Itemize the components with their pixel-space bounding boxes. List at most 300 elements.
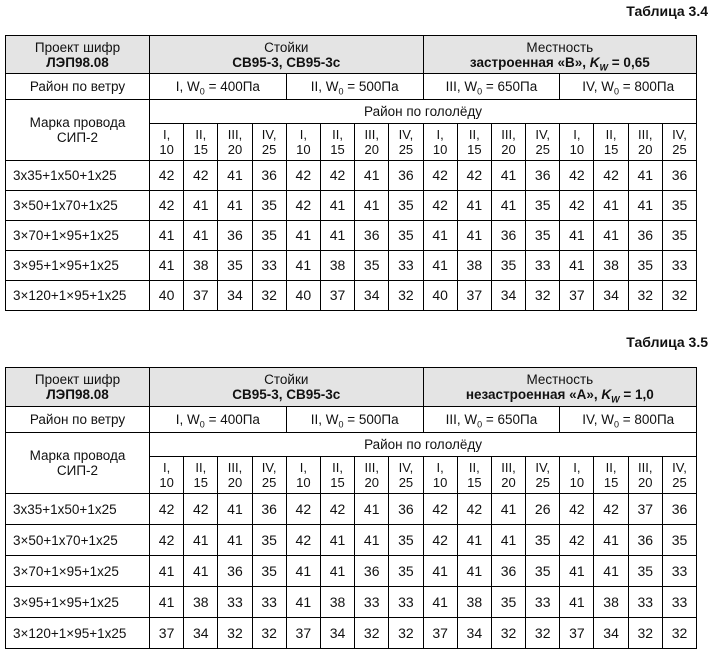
span-value-cell: 41 <box>423 221 457 251</box>
span-value-cell: 34 <box>457 618 491 649</box>
span-value-cell: 41 <box>491 191 525 221</box>
ice-region-cell <box>218 124 252 161</box>
span-value-cell: 41 <box>491 161 525 191</box>
wire-mark: 3×50+1x70+1x25 <box>6 525 150 556</box>
wire-mark: 3×120+1×95+1x25 <box>6 281 150 311</box>
span-value-cell: 42 <box>423 191 457 221</box>
span-value-cell: 42 <box>286 525 320 556</box>
terrain-value: застроенная «В», $K_W = 0,65$ <box>469 54 650 73</box>
table-row <box>6 587 697 618</box>
ice-region-roman: III, <box>501 127 516 142</box>
span-value-cell: 32 <box>526 618 560 649</box>
supports-cell <box>150 368 424 407</box>
span-value-cell: 34 <box>594 281 628 311</box>
ice-thickness: 15 <box>193 142 209 157</box>
span-value-cell: 41 <box>320 221 354 251</box>
span-value-cell: 35 <box>355 251 389 281</box>
span-value-cell: 35 <box>389 191 423 221</box>
span-value-cell: 41 <box>218 494 252 525</box>
table-row <box>6 191 697 221</box>
ice-thickness: 25 <box>398 142 414 157</box>
ice-region-cell <box>218 457 252 494</box>
ice-region-cell <box>457 457 491 494</box>
wind-region: II, $W_0 = 500Па$ <box>286 74 423 100</box>
wire-label: Марка провода <box>29 115 126 130</box>
ice-region-roman: IV, <box>535 127 551 142</box>
ice-region-roman: IV, <box>672 460 687 475</box>
span-value-cell: 41 <box>286 221 320 251</box>
ice-thickness: 25 <box>535 475 550 490</box>
ice-region-roman: I, <box>573 127 581 142</box>
span-value-cell: 41 <box>355 494 389 525</box>
span-value-cell: 35 <box>491 251 525 281</box>
span-value-cell: 38 <box>320 251 354 281</box>
ice-thickness: 20 <box>227 142 243 157</box>
span-value-cell: 36 <box>218 221 252 251</box>
wire-mark: 3×50+1x70+1x25 <box>6 191 150 221</box>
ice-region-roman: I, <box>299 127 307 142</box>
span-value-cell: 41 <box>184 191 218 221</box>
ice-region-roman: I, <box>436 127 444 142</box>
span-value-cell: 41 <box>423 556 457 587</box>
span-value-cell: 36 <box>662 494 696 525</box>
span-value-cell: 35 <box>662 221 696 251</box>
ice-label: Район по гололёду <box>150 433 697 457</box>
ice-region-roman: III, <box>638 127 653 142</box>
table-caption: Таблица 3.4 <box>626 3 708 19</box>
span-value-cell: 37 <box>423 618 457 649</box>
ice-region-roman: I, <box>573 460 581 475</box>
span-value-cell: 34 <box>184 618 218 649</box>
wire-type: СИП-2 <box>56 130 99 145</box>
span-value-cell: 41 <box>286 587 320 618</box>
ice-region-roman: IV, <box>261 127 277 142</box>
span-value-cell: 41 <box>286 251 320 281</box>
span-value-cell: 32 <box>662 618 696 649</box>
span-value-cell: 32 <box>662 281 696 311</box>
span-value-cell: 37 <box>628 494 662 525</box>
span-value-cell: 41 <box>423 587 457 618</box>
wire-label-cell <box>6 433 150 494</box>
span-value-cell: 34 <box>491 281 525 311</box>
span-value-cell: 41 <box>491 525 525 556</box>
ice-thickness: 15 <box>467 475 482 490</box>
span-value-cell: 41 <box>355 191 389 221</box>
span-value-cell: 41 <box>286 556 320 587</box>
span-value-cell: 35 <box>526 525 560 556</box>
wire-mark: 3×70+1×95+1x25 <box>6 556 150 587</box>
ice-region-roman: II, <box>605 127 617 142</box>
ice-region-cell <box>628 124 662 161</box>
ice-region-cell <box>526 124 560 161</box>
span-value-cell: 42 <box>560 494 594 525</box>
ice-thickness: 25 <box>672 475 687 490</box>
table-caption: Таблица 3.5 <box>626 334 708 350</box>
ice-thickness: 15 <box>330 475 345 490</box>
span-value-cell: 34 <box>320 618 354 649</box>
span-value-cell: 34 <box>355 281 389 311</box>
terrain-label: Местность <box>526 372 594 387</box>
wire-type: СИП-2 <box>56 463 99 478</box>
span-value-cell: 41 <box>150 221 184 251</box>
span-value-cell: 41 <box>457 221 491 251</box>
span-value-cell: 32 <box>628 281 662 311</box>
wire-mark: 3×95+1×95+1x25 <box>6 587 150 618</box>
span-value-cell: 33 <box>389 251 423 281</box>
table-row <box>6 281 697 311</box>
table-row <box>6 494 697 525</box>
ice-region-cell <box>594 124 628 161</box>
project-cell <box>6 368 150 407</box>
ice-region-cell <box>594 457 628 494</box>
ice-region-roman: III, <box>501 460 516 475</box>
span-value-cell: 42 <box>150 525 184 556</box>
wind-region: II, $W_0 = 500Па$ <box>286 407 423 433</box>
span-value-cell: 41 <box>184 221 218 251</box>
span-value-cell: 37 <box>150 618 184 649</box>
project-label: Проект шифр <box>34 39 121 55</box>
span-value-cell: 35 <box>526 556 560 587</box>
ice-region-roman: III, <box>364 460 379 475</box>
span-value-cell: 32 <box>628 618 662 649</box>
span-value-cell: 33 <box>218 587 252 618</box>
ice-region-roman: II, <box>195 460 207 475</box>
table-row <box>6 221 697 251</box>
ice-region-cell <box>286 457 320 494</box>
span-value-cell: 35 <box>218 251 252 281</box>
span-value-cell: 38 <box>457 587 491 618</box>
ice-region-cell <box>662 457 696 494</box>
span-value-cell: 41 <box>594 525 628 556</box>
span-value-cell: 41 <box>355 161 389 191</box>
span-value-cell: 41 <box>594 556 628 587</box>
span-value-cell: 36 <box>218 556 252 587</box>
span-value-cell: 36 <box>526 161 560 191</box>
ice-thickness: 25 <box>398 475 414 490</box>
ice-region-roman: III, <box>364 127 379 142</box>
ice-thickness: 10 <box>569 142 585 157</box>
span-value-cell: 42 <box>320 494 354 525</box>
ice-region-roman: II, <box>332 460 343 475</box>
ice-region-roman: I, <box>436 460 444 475</box>
span-value-cell: 34 <box>218 281 252 311</box>
span-value-cell: 37 <box>560 618 594 649</box>
span-value-cell: 41 <box>457 191 491 221</box>
ice-region-roman: IV, <box>535 460 551 475</box>
span-value-cell: 35 <box>628 251 662 281</box>
span-value-cell: 41 <box>560 556 594 587</box>
ice-region-cell <box>252 457 286 494</box>
ice-thickness: 10 <box>296 142 311 157</box>
ice-region-cell <box>560 457 594 494</box>
span-value-cell: 38 <box>457 251 491 281</box>
ice-thickness: 10 <box>159 142 174 157</box>
span-value-cell: 41 <box>594 221 628 251</box>
span-value-cell: 35 <box>526 221 560 251</box>
span-value-cell: 41 <box>320 191 354 221</box>
ice-region-roman: IV, <box>672 127 687 142</box>
project-code: ЛЭП98.08 <box>46 54 109 70</box>
ice-region-cell <box>150 457 184 494</box>
span-value-cell: 41 <box>150 556 184 587</box>
span-value-cell: 42 <box>560 525 594 556</box>
span-value-cell: 35 <box>389 221 423 251</box>
ice-region-cell <box>389 124 423 161</box>
span-value-cell: 42 <box>594 494 628 525</box>
ice-region-roman: IV, <box>261 460 277 475</box>
ice-region-cell <box>457 124 491 161</box>
ice-thickness: 15 <box>603 142 619 157</box>
span-value-cell: 41 <box>457 525 491 556</box>
supports-cell <box>150 36 424 74</box>
supports-label: Стойки <box>264 39 309 55</box>
span-value-cell: 40 <box>286 281 320 311</box>
ice-region-roman: I, <box>162 460 171 475</box>
wire-table-3-4 <box>5 35 697 311</box>
span-value-cell: 33 <box>252 251 286 281</box>
span-value-cell: 41 <box>560 221 594 251</box>
wire-mark: 3x35+1x50+1x25 <box>6 161 150 191</box>
ice-region-roman: II, <box>332 127 343 142</box>
wind-region: I, $W_0 = 400Па$ <box>150 74 287 100</box>
wire-mark: 3×120+1×95+1x25 <box>6 618 150 649</box>
span-value-cell: 41 <box>150 587 184 618</box>
span-value-cell: 41 <box>218 161 252 191</box>
span-value-cell: 42 <box>423 161 457 191</box>
table-row <box>6 525 697 556</box>
span-value-cell: 36 <box>491 221 525 251</box>
span-value-cell: 32 <box>252 618 286 649</box>
terrain-cell <box>423 36 697 74</box>
span-value-cell: 33 <box>389 587 423 618</box>
span-value-cell: 33 <box>526 587 560 618</box>
span-value-cell: 42 <box>150 191 184 221</box>
ice-region-cell <box>184 124 218 161</box>
span-value-cell: 42 <box>286 161 320 191</box>
span-value-cell: 33 <box>628 587 662 618</box>
span-value-cell: 41 <box>457 556 491 587</box>
span-value-cell: 36 <box>389 161 423 191</box>
span-value-cell: 38 <box>320 587 354 618</box>
span-value-cell: 41 <box>594 191 628 221</box>
ice-region-cell <box>184 457 218 494</box>
span-value-cell: 36 <box>628 221 662 251</box>
span-value-cell: 42 <box>423 494 457 525</box>
wire-mark: 3×70+1×95+1x25 <box>6 221 150 251</box>
span-value-cell: 42 <box>150 494 184 525</box>
span-value-cell: 41 <box>628 161 662 191</box>
span-value-cell: 32 <box>389 618 423 649</box>
ice-region-cell <box>423 124 457 161</box>
span-value-cell: 42 <box>184 161 218 191</box>
ice-thickness: 20 <box>501 142 516 157</box>
ice-region-cell <box>252 124 286 161</box>
span-value-cell: 33 <box>252 587 286 618</box>
ice-region-roman: III, <box>227 127 243 142</box>
ice-region-cell <box>320 124 354 161</box>
span-value-cell: 36 <box>252 494 286 525</box>
ice-thickness: 15 <box>467 142 482 157</box>
span-value-cell: 36 <box>355 221 389 251</box>
wind-label: Район по ветру <box>6 407 150 433</box>
span-value-cell: 35 <box>628 556 662 587</box>
span-value-cell: 32 <box>252 281 286 311</box>
span-value-cell: 26 <box>526 494 560 525</box>
ice-region-roman: I, <box>162 127 171 142</box>
table-row <box>6 556 697 587</box>
wire-mark: 3×95+1×95+1x25 <box>6 251 150 281</box>
table-row <box>6 251 697 281</box>
span-value-cell: 42 <box>184 494 218 525</box>
span-value-cell: 42 <box>594 161 628 191</box>
ice-region-roman: IV, <box>398 127 414 142</box>
ice-region-roman: IV, <box>398 460 414 475</box>
span-value-cell: 35 <box>491 587 525 618</box>
span-value-cell: 35 <box>252 191 286 221</box>
ice-region-cell <box>662 124 696 161</box>
span-value-cell: 41 <box>218 191 252 221</box>
span-value-cell: 41 <box>184 525 218 556</box>
ice-thickness: 20 <box>638 142 653 157</box>
span-value-cell: 36 <box>252 161 286 191</box>
wind-region: IV, $W_0 = 800Па$ <box>560 407 697 433</box>
span-value-cell: 35 <box>252 525 286 556</box>
ice-thickness: 10 <box>432 475 448 490</box>
span-value-cell: 38 <box>594 251 628 281</box>
span-value-cell: 33 <box>662 556 696 587</box>
ice-region-roman: II, <box>468 127 480 142</box>
wind-region: III, $W_0 = 650Па$ <box>423 407 560 433</box>
span-value-cell: 36 <box>491 556 525 587</box>
wire-mark: 3x35+1x50+1x25 <box>6 494 150 525</box>
ice-region-roman: II, <box>605 460 617 475</box>
wind-region: I, $W_0 = 400Па$ <box>150 407 287 433</box>
ice-region-cell <box>628 457 662 494</box>
span-value-cell: 34 <box>594 618 628 649</box>
span-value-cell: 33 <box>526 251 560 281</box>
span-value-cell: 37 <box>320 281 354 311</box>
wind-region: III, $W_0 = 650Па$ <box>423 74 560 100</box>
ice-thickness: 10 <box>296 475 311 490</box>
span-value-cell: 42 <box>457 161 491 191</box>
ice-region-cell <box>560 124 594 161</box>
span-value-cell: 42 <box>286 494 320 525</box>
ice-region-roman: II, <box>468 460 480 475</box>
ice-label: Район по гололёду <box>150 100 697 124</box>
span-value-cell: 35 <box>252 556 286 587</box>
supports-label: Стойки <box>264 372 309 387</box>
ice-region-cell <box>491 124 525 161</box>
span-value-cell: 32 <box>355 618 389 649</box>
span-value-cell: 42 <box>150 161 184 191</box>
ice-thickness: 15 <box>193 475 209 490</box>
ice-thickness: 10 <box>159 475 174 490</box>
span-value-cell: 37 <box>457 281 491 311</box>
span-value-cell: 37 <box>560 281 594 311</box>
span-value-cell: 35 <box>662 525 696 556</box>
span-value-cell: 36 <box>662 161 696 191</box>
span-value-cell: 41 <box>150 251 184 281</box>
span-value-cell: 42 <box>560 161 594 191</box>
ice-region-roman: III, <box>638 460 653 475</box>
span-value-cell: 41 <box>628 191 662 221</box>
ice-thickness: 20 <box>364 475 379 490</box>
span-value-cell: 41 <box>184 556 218 587</box>
span-value-cell: 32 <box>218 618 252 649</box>
ice-thickness: 20 <box>638 475 653 490</box>
terrain-cell <box>423 368 697 407</box>
span-value-cell: 41 <box>320 556 354 587</box>
span-value-cell: 37 <box>184 281 218 311</box>
wire-table-3-5 <box>5 367 697 649</box>
ice-region-cell <box>389 457 423 494</box>
span-value-cell: 38 <box>594 587 628 618</box>
span-value-cell: 42 <box>286 191 320 221</box>
span-value-cell: 42 <box>423 525 457 556</box>
span-value-cell: 35 <box>389 556 423 587</box>
ice-thickness: 20 <box>364 142 379 157</box>
ice-thickness: 10 <box>569 475 585 490</box>
supports-value: СВ95-3, СВ95-3с <box>232 54 341 70</box>
project-cell <box>6 36 150 74</box>
span-value-cell: 35 <box>389 525 423 556</box>
span-value-cell: 38 <box>184 251 218 281</box>
ice-region-roman: II, <box>195 127 207 142</box>
ice-thickness: 10 <box>432 142 448 157</box>
ice-region-roman: III, <box>227 460 243 475</box>
project-label: Проект шифр <box>34 372 121 387</box>
span-value-cell: 35 <box>252 221 286 251</box>
span-value-cell: 38 <box>184 587 218 618</box>
table-row <box>6 161 697 191</box>
span-value-cell: 41 <box>560 587 594 618</box>
terrain-value: незастроенная «А», $K_W = 1,0$ <box>465 387 654 405</box>
ice-region-cell <box>320 457 354 494</box>
wind-label: Район по ветру <box>6 74 150 100</box>
ice-thickness: 15 <box>603 475 619 490</box>
span-value-cell: 41 <box>423 251 457 281</box>
ice-region-cell <box>491 457 525 494</box>
ice-thickness: 25 <box>261 142 277 157</box>
span-value-cell: 36 <box>628 525 662 556</box>
span-value-cell: 41 <box>560 251 594 281</box>
ice-thickness: 20 <box>501 475 516 490</box>
span-value-cell: 33 <box>662 587 696 618</box>
span-value-cell: 41 <box>320 525 354 556</box>
ice-thickness: 15 <box>330 142 345 157</box>
ice-region-cell <box>423 457 457 494</box>
span-value-cell: 40 <box>150 281 184 311</box>
span-value-cell: 32 <box>526 281 560 311</box>
span-value-cell: 36 <box>355 556 389 587</box>
span-value-cell: 33 <box>355 587 389 618</box>
terrain-label: Местность <box>526 39 594 55</box>
ice-region-cell <box>150 124 184 161</box>
ice-region-cell <box>286 124 320 161</box>
span-value-cell: 32 <box>491 618 525 649</box>
span-value-cell: 35 <box>526 191 560 221</box>
wire-label-cell <box>6 100 150 161</box>
ice-thickness: 25 <box>261 475 277 490</box>
wire-label: Марка провода <box>29 448 126 463</box>
span-value-cell: 35 <box>662 191 696 221</box>
project-code: ЛЭП98.08 <box>46 387 109 402</box>
supports-value: СВ95-3, СВ95-3с <box>232 387 341 402</box>
span-value-cell: 41 <box>355 525 389 556</box>
span-value-cell: 41 <box>491 494 525 525</box>
span-value-cell: 37 <box>286 618 320 649</box>
span-value-cell: 42 <box>560 191 594 221</box>
